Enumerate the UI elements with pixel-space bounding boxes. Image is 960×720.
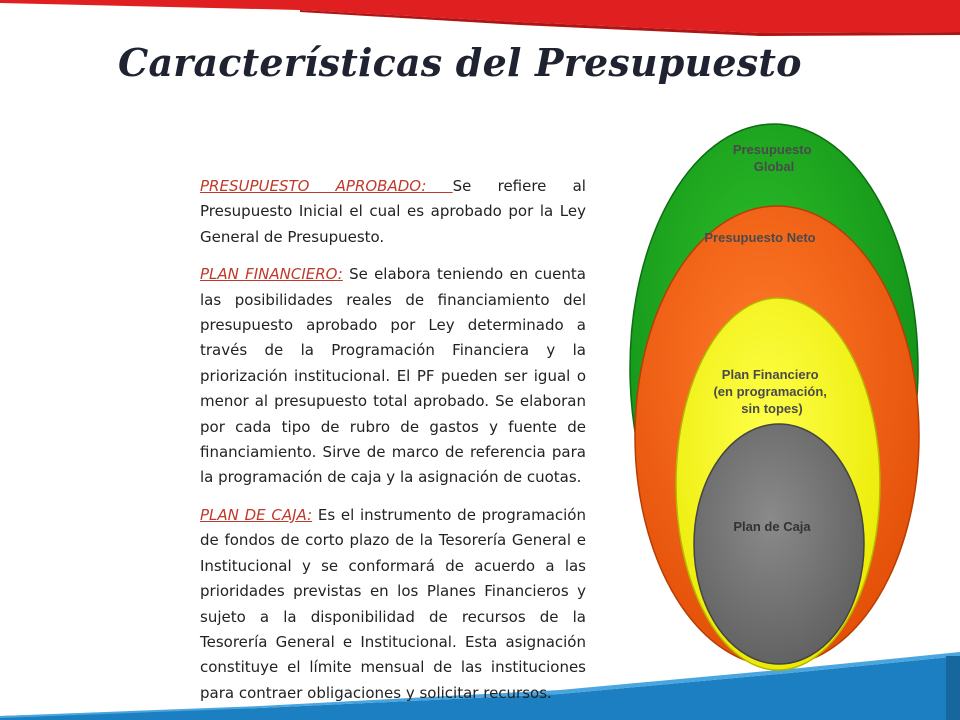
paragraph-presupuesto-aprobado [200,174,586,250]
label-plan-financiero: Plan Financiero (en programación, sin topes) [713,367,827,416]
ellipse-plan-de-caja [694,424,864,664]
label-presupuesto-neto: Presupuesto Neto [704,230,816,245]
definition-presupuesto-aprobado: Se refiere al Presupuesto Inicial el cual es aprobado por la Ley General de Presupuesto. [200,177,586,246]
top-red-swoosh [0,0,960,33]
term-plan-de-caja: PLAN DE CAJA: [200,505,313,524]
label-plan-de-caja: Plan de Caja [733,519,811,534]
paragraph-plan-financiero [200,262,586,491]
definition-plan-de-caja: Es el instrumento de programación de fondos de corto plazo de la Tesorería General e Institucional y se conformará de acuerdo a las prioridades previstas en los Planes Financieros y sujeto a la disponibilidad de recursos de la Tesorería General e Institucional. Esta asignación constituye el límite mensual de las instituciones para contraer obligaciones y solicitar recursos. [200,505,586,702]
bottom-right-block [946,656,960,720]
slide-title: Características del Presupuesto [118,40,802,85]
body-text [200,174,586,718]
label-presupuesto-global: Presupuesto Global [732,142,812,174]
paragraph-plan-de-caja [200,503,586,706]
definition-plan-financiero: Se elabora teniendo en cuenta las posibilidades reales de financiamiento del presupuesto aprobado por Ley determinado a través de la Programación Financiera y la priorización institucional. El PF pueden ser igual o menor al presupuesto total aprobado. Se elaboran por cada tipo de rubro de gastos y fuente de financiamiento. Sirve de marco de referencia para la programación de caja y la asignación de cuotas. [200,265,586,487]
term-plan-financiero: PLAN FINANCIERO: [200,265,343,284]
nested-ellipse-diagram [620,118,930,690]
term-presupuesto-aprobado: PRESUPUESTO APROBADO: [200,177,453,195]
